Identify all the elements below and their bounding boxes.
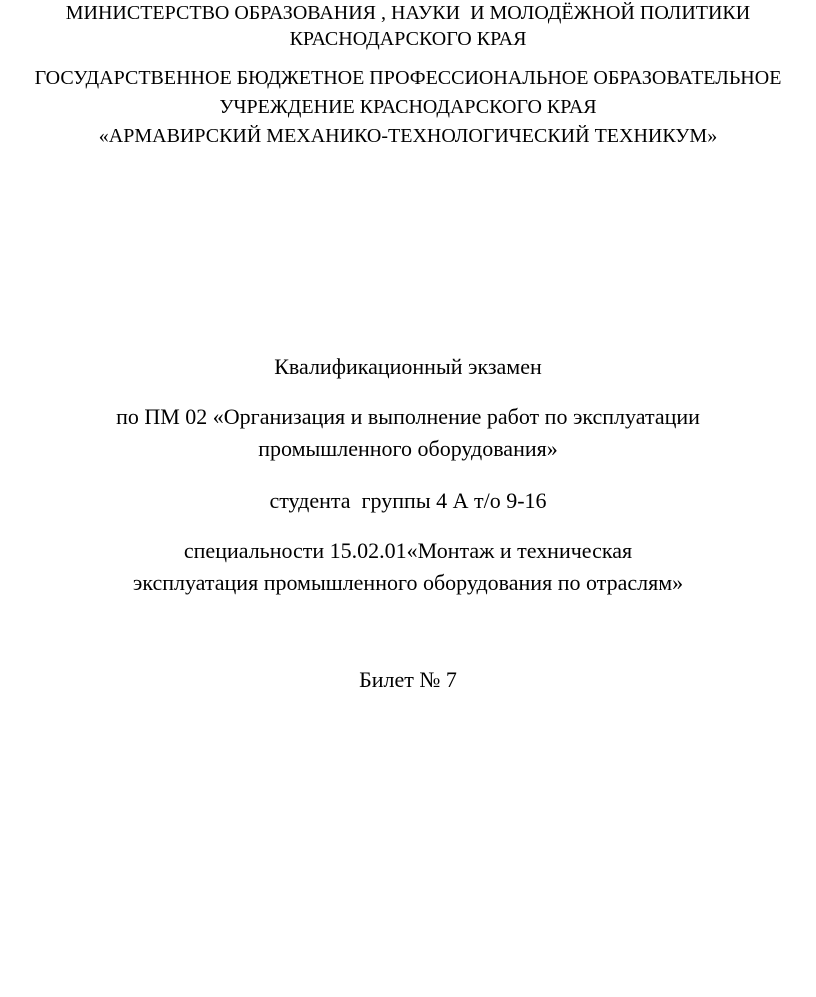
ticket-number: Билет № 7: [359, 667, 457, 692]
institution-line-1: ГОСУДАРСТВЕННОЕ БЮДЖЕТНОЕ ПРОФЕССИОНАЛЬНОЕ ОБРАЗОВАТЕЛЬНОЕ: [34, 67, 782, 89]
ministry-line-1: МИНИСТЕРСТВО ОБРАЗОВАНИЯ , НАУКИ И МОЛОДЁЖНОЙ ПОЛИТИКИ: [65, 2, 751, 24]
ministry-line-2: КРАСНОДАРСКОГО КРАЯ: [289, 28, 527, 50]
specialty-line-1: специальности 15.02.01«Монтаж и техническая: [183, 538, 633, 563]
specialty-line-2: эксплуатация промышленного оборудования по отраслям»: [132, 570, 684, 595]
exam-title: Квалификационный экзамен: [274, 354, 542, 379]
institution-line-2: УЧРЕЖДЕНИЕ КРАСНОДАРСКОГО КРАЯ: [219, 96, 597, 118]
module-line-2: промышленного оборудования»: [258, 436, 558, 461]
institution-line-3: «АРМАВИРСКИЙ МЕХАНИКО-ТЕХНОЛОГИЧЕСКИЙ ТЕХНИКУМ»: [98, 125, 718, 147]
module-line-1: по ПМ 02 «Организация и выполнение работ по эксплуатации: [116, 404, 700, 429]
student-group: студента группы 4 А т/о 9-16: [269, 488, 547, 513]
